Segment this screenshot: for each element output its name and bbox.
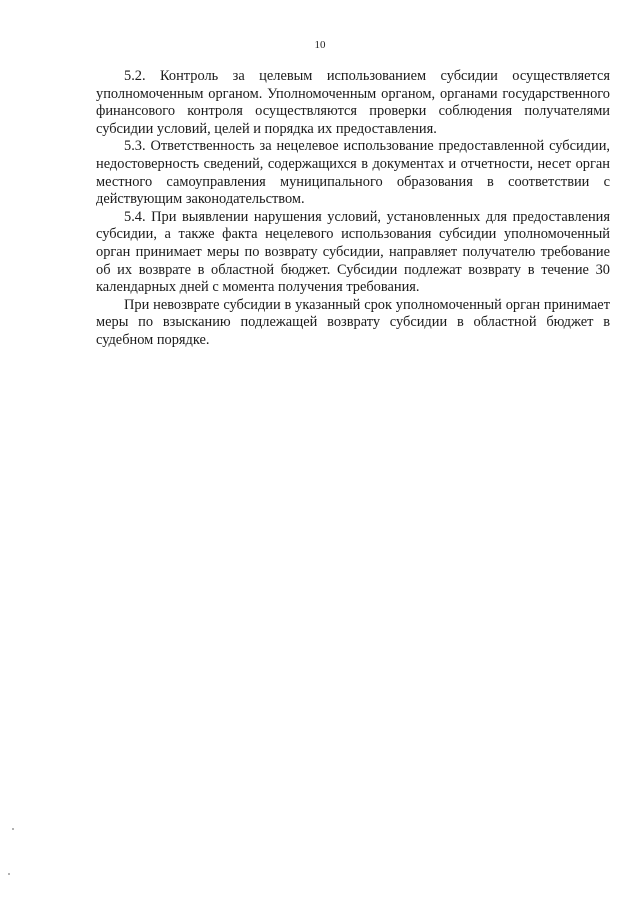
paragraph-5-3: 5.3. Ответственность за нецелевое использование предоставленной субсидии, недостоверность сведений, содержащихся в документах и отчетности, несет орган местного самоуправления муниципального образования в соответствии с действующим законодательством. [96, 138, 610, 208]
paragraph-5-4: 5.4. При выявлении нарушения условий, установленных для предоставления субсидии, а также факта нецелевого использования субсидии уполномоченный орган принимает меры по возврату субсидии, направляет получателю требование об их возврате в областной бюджет. Субсидии подлежат возврату в течение 30 календарных дней с момента получения требования. [96, 208, 610, 296]
paragraph-non-return: При невозврате субсидии в указанный срок уполномоченный орган принимает меры по взысканию подлежащей возврату субсидии в областной бюджет в судебном порядке. [96, 296, 610, 348]
scan-speck [8, 873, 10, 875]
scan-speck [12, 828, 14, 830]
document-body [96, 68, 610, 350]
paragraph-5-2: 5.2. Контроль за целевым использованием субсидии осуществляется уполномоченным органом. Уполномоченным органом, органами государственного финансового контроля осуществляются проверки соблюдения получателями субсидии условий, целей и порядка их предоставления. [96, 68, 610, 137]
page-number: 10 [314, 39, 326, 51]
